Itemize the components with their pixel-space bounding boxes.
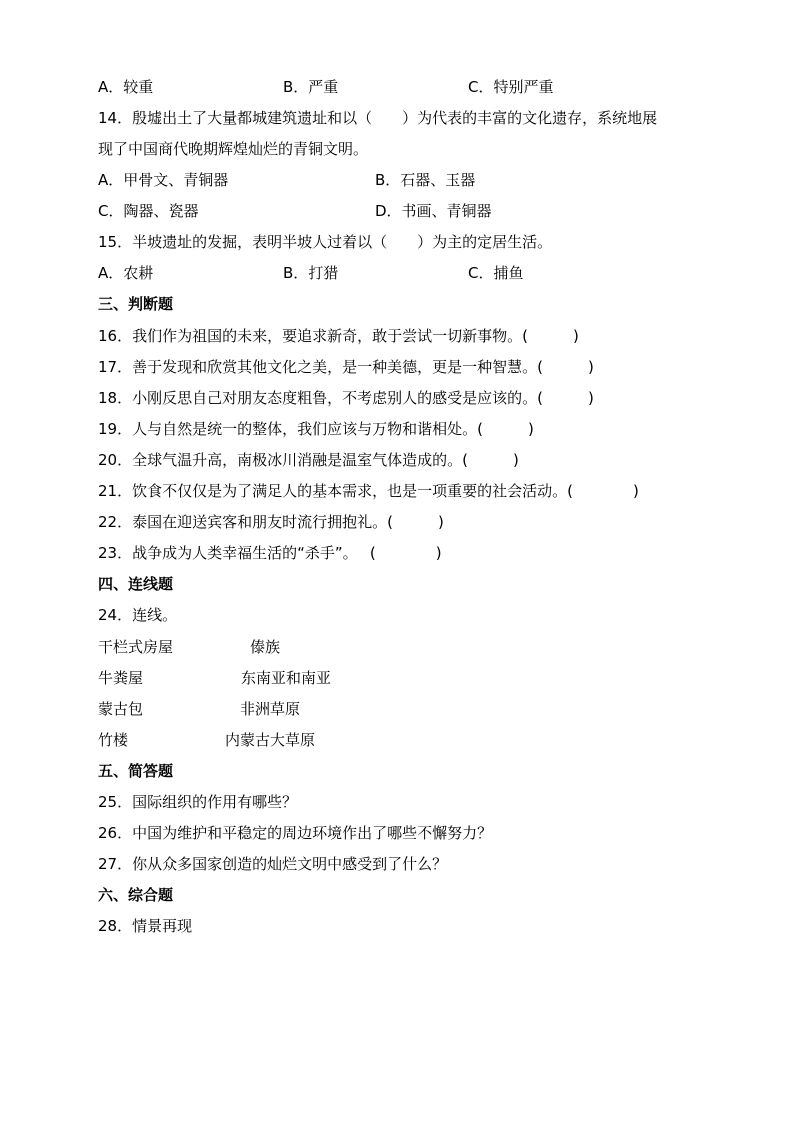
match-left-2: 牛粪屋	[98, 669, 144, 687]
q15-text: 15．半坡遗址的发掘，表明半坡人过着以（ ）为主的定居生活。	[98, 233, 553, 251]
q20-text: 20．全球气温升高，南极冰川消融是温室气体造成的。( )	[98, 451, 519, 469]
q13-option-b: B．严重	[283, 78, 339, 96]
section5-heading: 五、简答题	[98, 762, 174, 780]
match-left-1: 干栏式房屋	[98, 638, 174, 656]
q14-option-d: D．书画、青铜器	[375, 202, 492, 220]
q24-text: 24．连线。	[98, 606, 178, 624]
q21-text: 21．饮食不仅仅是为了满足人的基本需求，也是一项重要的社会活动。( )	[98, 482, 639, 500]
q14-option-c: C．陶器、瓷器	[98, 202, 199, 220]
q27-text: 27．你从众多国家创造的灿烂文明中感受到了什么？	[98, 855, 448, 873]
match-left-4: 竹楼	[98, 731, 129, 749]
q28-text: 28．情景再现	[98, 917, 193, 935]
q16-text: 16．我们作为祖国的未来，要追求新奇，敢于尝试一切新事物。( )	[98, 327, 579, 345]
match-left-3: 蒙古包	[98, 700, 144, 718]
q19-text: 19．人与自然是统一的整体，我们应该与万物和谐相处。( )	[98, 420, 534, 438]
q14-text-line1: 14．殷墟出土了大量都城建筑遗址和以（ ）为代表的丰富的文化遗存，系统地展	[98, 109, 658, 127]
q22-text: 22．泰国在迎送宾客和朋友时流行拥抱礼。( )	[98, 513, 444, 531]
q15-option-c: C．捕鱼	[468, 264, 524, 282]
match-right-1: 傣族	[250, 638, 281, 656]
q15-option-b: B．打猎	[283, 264, 339, 282]
match-right-4: 内蒙古大草原	[225, 731, 316, 749]
q14-option-a: A．甲骨文、青铜器	[98, 171, 229, 189]
match-right-3: 非洲草原	[240, 700, 301, 718]
section4-heading: 四、连线题	[98, 575, 174, 593]
q13-option-c: C．特别严重	[468, 78, 554, 96]
q26-text: 26．中国为维护和平稳定的周边环境作出了哪些不懈努力？	[98, 824, 493, 842]
q25-text: 25．国际组织的作用有哪些？	[98, 793, 298, 811]
q14-text-line2: 现了中国商代晚期辉煌灿烂的青铜文明。	[98, 140, 369, 158]
section6-heading: 六、综合题	[98, 886, 174, 904]
match-right-2: 东南亚和南亚	[241, 669, 332, 687]
q23-text: 23．战争成为人类幸福生活的“杀手”。 ( )	[98, 544, 442, 562]
q14-option-b: B．石器、玉器	[375, 171, 476, 189]
q17-text: 17．善于发现和欣赏其他文化之美，是一种美德，更是一种智慧。( )	[98, 358, 594, 376]
q18-text: 18．小刚反思自己对朋友态度粗鲁，不考虑别人的感受是应该的。( )	[98, 389, 594, 407]
section3-heading: 三、判断题	[98, 295, 174, 313]
q15-option-a: A．农耕	[98, 264, 154, 282]
q13-option-a: A．较重	[98, 78, 154, 96]
